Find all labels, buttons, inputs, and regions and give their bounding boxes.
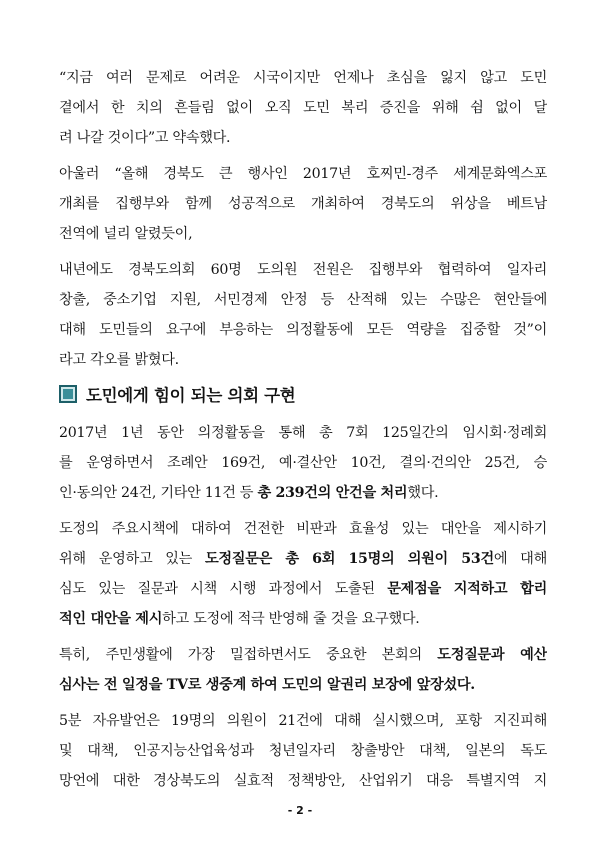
text-line (59, 604, 547, 634)
section-heading (59, 380, 295, 408)
text-line: 전역에 널리 알렸듯이, (59, 226, 193, 242)
text-run: 특히, 주민생활에 가장 밀접하면서도 중요한 본회의 (59, 647, 438, 663)
text-line: 를 운영하면서 조례안 169건, 예·결산안 10건, 결의·건의안 25건, 승 (59, 455, 547, 471)
section-heading-text: 도민에게 힘이 되는 의회 구현 (86, 386, 296, 405)
text-run: 심도 있는 질문과 시책 시행 과정에서 도출된 (59, 581, 388, 597)
text-run: 했다. (407, 485, 439, 501)
text-line (59, 544, 547, 574)
text-line: 창출, 중소기업 지원, 서민경제 안정 등 산적해 있는 수많은 현안들에 (59, 292, 547, 308)
text-line: 내년에도 경북도의회 60명 도의원 전원은 집행부와 협력하여 일자리 (59, 262, 547, 278)
bold-text: 문제점을 지적하고 합리 (387, 581, 547, 597)
paragraph-questions (59, 514, 547, 634)
text-line (59, 670, 547, 700)
bold-text: 도정질문은 총 6회 15명의 의원이 53건 (205, 551, 494, 567)
paragraph-five-minute-speech (59, 706, 547, 796)
text-line: 5분 자유발언은 19명의 의원이 21건에 대해 실시했으며, 포항 지진피해 (59, 713, 547, 729)
text-line: “지금 여러 문제로 어려운 시국이지만 언제나 초심을 잃지 않고 도민 (59, 70, 547, 86)
bold-text: 총 239건의 안건을 처리 (257, 485, 408, 501)
text-line: 및 대책, 인공지능산업육성과 청년일자리 창출방안 대책, 일본의 독도 (59, 743, 547, 759)
text-line: 려 나갈 것이다”고 약속했다. (59, 130, 231, 146)
bold-text: 적인 대안을 제시 (59, 611, 163, 627)
text-line: 아울러 “올해 경북도 큰 행사인 2017년 호찌민-경주 세계문화엑스포 (59, 166, 547, 182)
text-line (59, 478, 547, 508)
text-line (59, 640, 547, 670)
paragraph-broadcast (59, 640, 547, 700)
bold-text: 심사는 전 일정을 TV로 생중계 하여 도민의 알권리 보장에 앞장섰다. (59, 677, 475, 693)
text-line: 라고 각오를 밝혔다. (59, 352, 179, 368)
page-number: - 2 - (287, 804, 313, 817)
paragraph-resolution (59, 255, 547, 375)
paragraph-sessions (59, 418, 547, 508)
square-bullet-icon (59, 385, 77, 403)
text-line (59, 574, 547, 604)
bold-text: 도정질문과 예산 (437, 647, 547, 663)
text-line: 개최를 집행부와 함께 성공적으로 개최하여 경북도의 위상을 베트남 (59, 196, 547, 212)
text-line: 망언에 대한 경상북도의 실효적 정책방안, 산업위기 대응 특별지역 지 (59, 773, 547, 789)
text-run: 인·동의안 24건, 기타안 11건 등 (59, 485, 258, 501)
text-line: 곁에서 한 치의 흔들림 없이 오직 도민 복리 증진을 위해 쉼 없이 달 (59, 100, 547, 116)
text-run: 하고 도정에 적극 반영해 줄 것을 요구했다. (162, 611, 420, 627)
text-run: 위해 운영하고 있는 (59, 551, 205, 567)
text-line: 2017년 1년 동안 의정활동을 통해 총 7회 125일간의 임시회·정례회 (59, 425, 547, 441)
paragraph-expo (59, 159, 547, 249)
paragraph-pledge (59, 63, 547, 153)
text-line: 대해 도민들의 요구에 부응하는 의정활동에 모든 역량을 집중할 것”이 (59, 322, 547, 338)
text-line: 도정의 주요시책에 대하여 건전한 비판과 효율성 있는 대안을 제시하기 (59, 521, 547, 537)
text-run: 에 대해 (493, 551, 547, 567)
